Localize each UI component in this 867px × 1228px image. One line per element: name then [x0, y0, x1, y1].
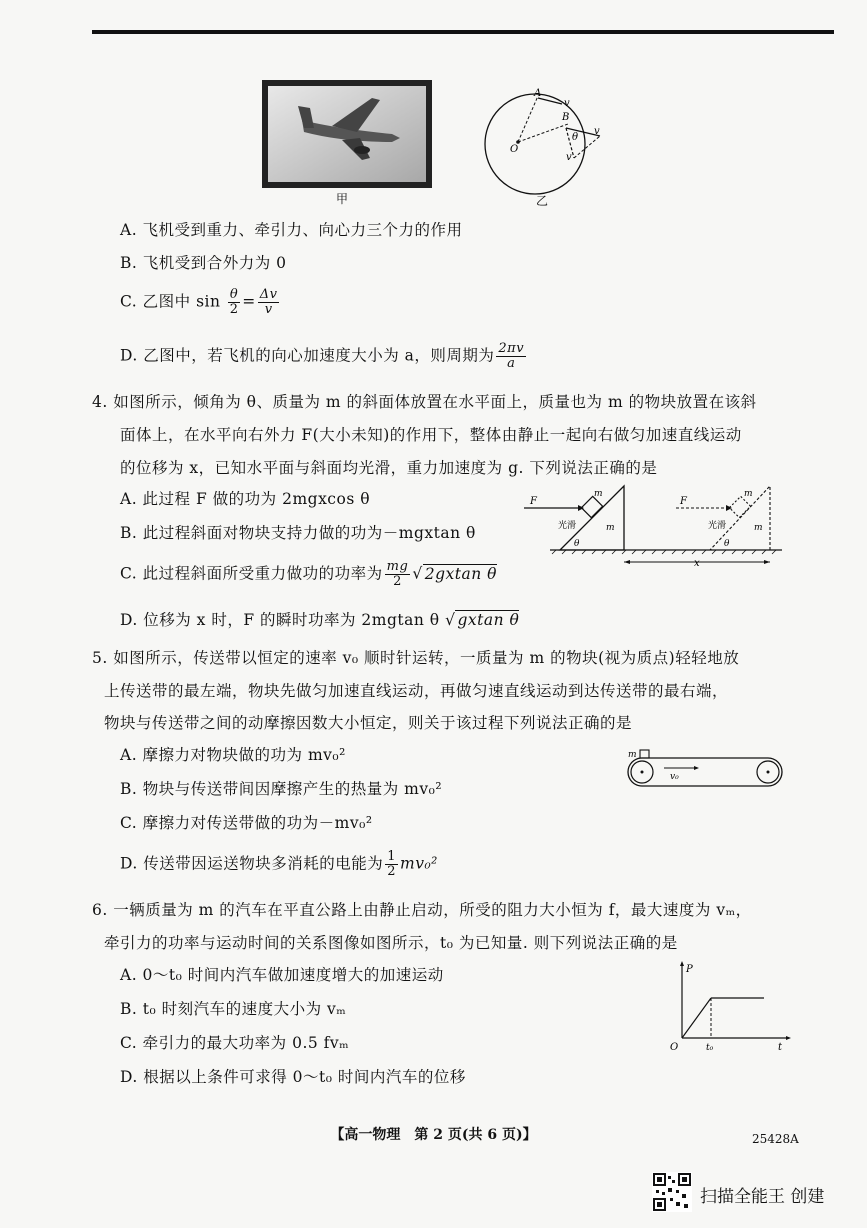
q4-stem-line2: 面体上，在水平向右外力 F(大小未知)的作用下，整体由静止一起向右做匀加速直线运动 [120, 426, 742, 444]
q6-option-b: B. t₀ 时刻汽车的速度大小为 vₘ [120, 1000, 347, 1018]
diagram-incline-block [520, 480, 790, 572]
label-m: m [628, 750, 637, 760]
top-rule [92, 30, 834, 34]
label-v1: v [564, 98, 570, 109]
label-t0: t₀ [706, 1043, 714, 1053]
q5-stem-line3: 物块与传送带之间的动摩擦因数大小恒定，则关于该过程下列说法正确的是 [104, 714, 633, 732]
label-F2: F [680, 496, 687, 507]
q3-option-d: D. 乙图中，若飞机的向心加速度大小为 a，则周期为 $\frac{2\pi v}{a}$ [120, 341, 525, 371]
q6-stem-line1: 6. 一辆质量为 m 的汽车在平直公路上由静止启动，所受的阻力大小恒为 f，最大速度为 vₘ， [92, 901, 752, 919]
label-m-incline1: m [606, 523, 615, 533]
label-x: x [694, 558, 700, 569]
q6-option-a: A. 0～t₀ 时间内汽车做加速度增大的加速运动 [120, 966, 444, 984]
figure-label-yi: 乙 [536, 194, 549, 208]
q6-option-c: C. 牵引力的最大功率为 0.5 fvₘ [120, 1034, 350, 1052]
paper-code: 25428A [752, 1132, 799, 1146]
q5-option-c: C. 摩擦力对传送带做的功为－mv₀² [120, 814, 373, 832]
label-F1: F [530, 496, 537, 507]
label-theta1: θ [574, 539, 580, 549]
q5-stem-line1: 5. 如图所示，传送带以恒定的速率 v₀ 顺时针运转，一质量为 m 的物块(视为质点)轻轻地放 [92, 649, 740, 667]
q4-option-d: D. 位移为 x 时，F 的瞬时功率为 2mgtan θ √ gxtan θ [120, 611, 520, 629]
label-smooth1: 光滑 [558, 521, 577, 531]
scanner-watermark: 扫描全能王 创建 [700, 1187, 825, 1207]
label-O: O [510, 144, 519, 155]
label-smooth2: 光滑 [708, 521, 727, 531]
label-m-block2: m [744, 489, 753, 499]
figure-label-jia: 甲 [336, 192, 349, 206]
label-theta: θ [572, 132, 579, 143]
label-A: A [534, 88, 542, 99]
q4-option-a: A. 此过程 F 做的功为 2mgxcos θ [120, 490, 371, 508]
q5-option-b: B. 物块与传送带间因摩擦产生的热量为 mv₀² [120, 780, 443, 798]
q4-option-c: C. 此过程斜面所受重力做功的功率为 $\frac{mg}{2}$ √ 2gxtan θ [120, 559, 497, 589]
label-m-incline2: m [754, 523, 763, 533]
q5-option-a: A. 摩擦力对物块做的功为 mv₀² [120, 746, 346, 764]
label-v2: v [594, 126, 600, 137]
q5-stem-line2: 上传送带的最左端，物块先做匀加速直线运动，再做匀速直线运动到达传送带的最右端， [104, 682, 729, 700]
qr-code-icon [652, 1172, 692, 1212]
label-m-block1: m [594, 489, 603, 499]
page-footer: 【高一物理 第 2 页(共 6 页)】 [330, 1127, 537, 1143]
q6-option-d: D. 根据以上条件可求得 0～t₀ 时间内汽车的位移 [120, 1068, 466, 1086]
q4-stem-line3: 的位移为 x，已知水平面与斜面均光滑，重力加速度为 g. 下列说法正确的是 [120, 459, 658, 477]
q3-option-c: C. 乙图中 sin $\frac{\theta}{2}$ = $\frac{\Delta v}{v}$ [120, 287, 278, 317]
label-t: t [778, 1042, 783, 1053]
diagram-conveyor-belt [624, 748, 786, 790]
q4-option-b: B. 此过程斜面对物块支持力做的功为－mgxtan θ [120, 524, 476, 542]
label-P: P [686, 964, 693, 975]
q6-stem-line2: 牵引力的功率与运动时间的关系图像如图所示，t₀ 为已知量. 则下列说法正确的是 [104, 934, 678, 952]
diagram-circle-velocity [470, 86, 620, 196]
label-v3: v [566, 152, 572, 163]
q3-option-a: A. 飞机受到重力、牵引力、向心力三个力的作用 [120, 221, 463, 239]
q5-option-d: D. 传送带因运送物块多消耗的电能为 $\frac{1}{2}$ mv₀² [120, 849, 438, 879]
q3-option-b: B. 飞机受到合外力为 0 [120, 254, 287, 272]
photo-airplane [262, 80, 432, 188]
graph-power-time [664, 958, 792, 1054]
label-theta2: θ [724, 539, 730, 549]
q4-stem-line1: 4. 如图所示，倾角为 θ、质量为 m 的斜面体放置在水平面上，质量也为 m 的物块放置在该斜 [92, 393, 757, 411]
label-v0: v₀ [670, 772, 679, 782]
label-O: O [670, 1042, 679, 1053]
label-B: B [562, 112, 570, 123]
